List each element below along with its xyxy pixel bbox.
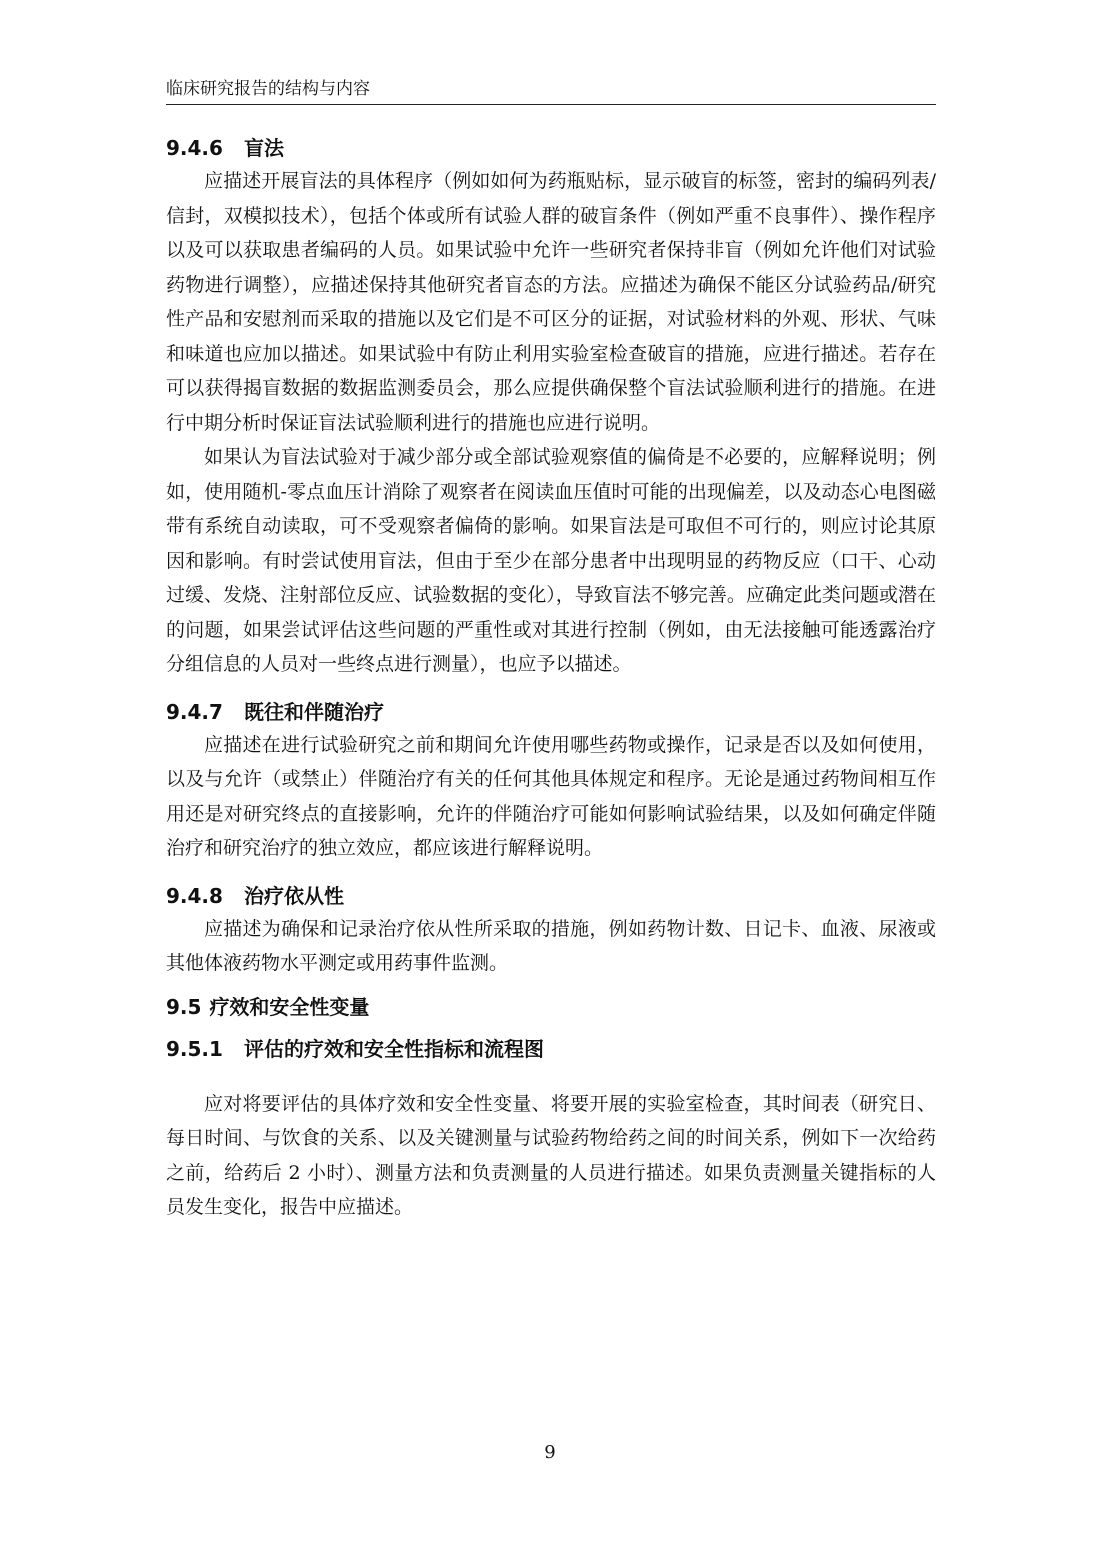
section-title: 盲法 [244, 136, 284, 160]
paragraph: 应对将要评估的具体疗效和安全性变量、将要开展的实验室检查，其时间表（研究日、每日时间、与饮食的关系、以及关键测量与试验药物给药之间的时间关系，例如下一次给药之前，给药后 2 小时）、测量方法和负责测量的人员进行描述。如果负责测量关键指标的人员发生变化，报告中应描述。 [166, 1092, 936, 1218]
running-header [166, 78, 936, 105]
section-title: 评估的疗效和安全性指标和流程图 [244, 1036, 544, 1061]
section-number: 9.4.6 [166, 136, 223, 160]
heading-9-5-1 [166, 1033, 936, 1065]
running-header-title: 临床研究报告的结构与内容 [166, 79, 370, 99]
section-number: 9.5 [166, 994, 202, 1019]
paragraph: 如果认为盲法试验对于减少部分或全部试验观察值的偏倚是不必要的，应解释说明；例如，使用随机-零点血压计消除了观察者在阅读血压值时可能的出现偏差，以及动态心电图磁带有系统自动读取，可不受观察者偏倚的影响。如果盲法是可取但不可行的，则应讨论其原因和影响。有时尝试使用盲法，但由于至少在部分患者中出现明显的药物反应（口干、心动过缓、发烧、注射部位反应、试验数据的变化），导致盲法不够完善。应确定此类问题或潜在的问题，如果尝试评估这些问题的严重性或对其进行控制（例如，由无法接触可能透露治疗分组信息的人员对一些终点进行测量），也应予以描述。 [166, 446, 936, 675]
section-title: 治疗依从性 [244, 883, 344, 908]
paragraph: 应描述为确保和记录治疗依从性所采取的措施，例如药物计数、日记卡、血液、尿液或其他体液药物水平测定或用药事件监测。 [166, 917, 936, 974]
heading-9-4-6 [166, 132, 936, 164]
section-title: 既往和伴随治疗 [244, 699, 384, 724]
paragraph: 应描述在进行试验研究之前和期间允许使用哪些药物或操作，记录是否以及如何使用，以及与允许（或禁止）伴随治疗有关的任何其他具体规定和程序。无论是通过药物间相互作用还是对研究终点的直接影响，允许的伴随治疗可能如何影响试验结果，以及如何确定伴随治疗和研究治疗的独立效应，都应该进行解释说明。 [166, 733, 936, 859]
paragraph: 应描述开展盲法的具体程序（例如如何为药瓶贴标，显示破盲的标签，密封的编码列表/信封，双模拟技术），包括个体或所有试验人群的破盲条件（例如严重不良事件）、操作程序以及可以获取患者编码的人员。如果试验中允许一些研究者保持非盲（例如允许他们对试验药物进行调整），应描述保持其他研究者盲态的方法。应描述为确保不能区分试验药品/研究性产品和安慰剂而采取的措施以及它们是不可区分的证据，对试验材料的外观、形状、气味和味道也应加以描述。如果试验中有防止利用实验室检查破盲的措施，应进行描述。若存在可以获得揭盲数据的数据监测委员会，那么应提供确保整个盲法试验顺利进行的措施。在进行中期分析时保证盲法试验顺利进行的措施也应进行说明。 [166, 170, 936, 434]
page-body [166, 132, 936, 1225]
section-number: 9.4.7 [166, 699, 223, 724]
heading-9-4-8 [166, 880, 936, 912]
section-number: 9.5.1 [166, 1036, 223, 1061]
heading-9-4-7 [166, 696, 936, 728]
heading-9-5 [166, 991, 936, 1023]
section-number: 9.4.8 [166, 883, 223, 908]
section-title: 疗效和安全性变量 [209, 994, 370, 1019]
page-number: 9 [544, 1442, 556, 1463]
